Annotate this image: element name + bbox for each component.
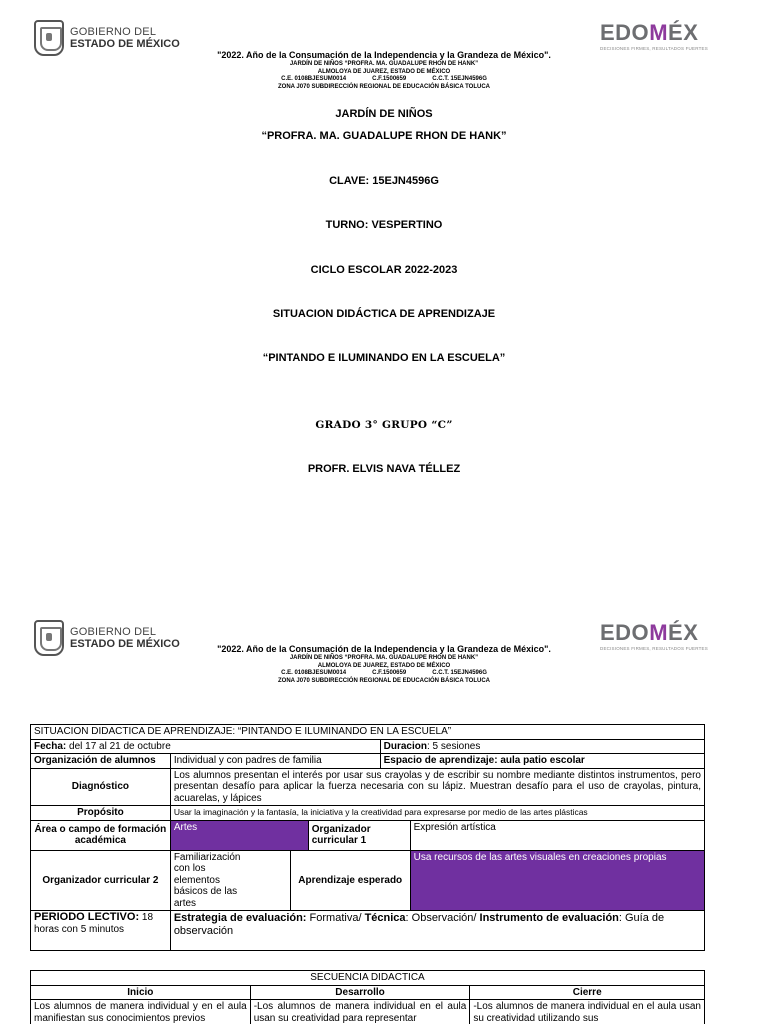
- desarrollo-cell: -Los alumnos de manera individual en el aula usan su creatividad para representar: [250, 1000, 470, 1024]
- gov-line1: GOBIERNO DEL: [70, 25, 157, 38]
- cover-school-name: “PROFRA. MA. GUADALUPE RHON DE HANK”: [261, 130, 507, 142]
- instrumento-label: Instrumento de evaluación: [479, 912, 619, 924]
- periodo-value: 18 horas con 5 minutos: [34, 912, 154, 935]
- duracion-value: : 5 sesiones: [426, 740, 481, 752]
- estrategia-value: Formativa/: [306, 912, 365, 924]
- edomex-m: M: [649, 20, 669, 45]
- letterhead: [0, 50, 768, 91]
- ce-code: C.E. 0108BJESUM0014: [281, 670, 347, 676]
- tecnica-label: Técnica: [364, 912, 406, 924]
- header-desarrollo: Desarrollo: [250, 985, 470, 1000]
- cover-ciclo: CICLO ESCOLAR 2022-2023: [310, 264, 458, 276]
- aprend-value: Usa recursos de las artes visuales en creaciones propias: [410, 850, 704, 911]
- cct-code: C.C.T. 15EJN4596G: [432, 76, 487, 82]
- cover-titulo: “PINTANDO E ILUMINANDO EN LA ESCUELA”: [262, 352, 506, 364]
- area-value: Artes: [170, 820, 308, 850]
- codes-line: [0, 670, 768, 678]
- cover-kinder: JARDÍN DE NIÑOS: [335, 108, 433, 120]
- org-label: Organización de alumnos: [31, 754, 171, 769]
- gov-line2: ESTADO DE MÉXICO: [70, 37, 180, 50]
- instrumento-value: : Guía de observación: [173, 912, 665, 937]
- planning-page: [0, 600, 768, 1024]
- diag-value: Los alumnos presentan el interés por usar sus crayolas y de escribir su nombre mediante distintos instrumentos, pero presentan desafío para aplicar la fuerza necesaria con su lápiz. Muestran desafío para el uso de crayolas, pintura, acuarelas, y lápices: [170, 768, 704, 806]
- secuencia-title: SECUENCIA DIDACTICA: [31, 971, 705, 986]
- org1-value: Expresión artística: [410, 820, 704, 850]
- fecha-value: del 17 al 21 de octubre: [66, 740, 171, 752]
- letterhead: [0, 644, 768, 685]
- aprend-label: Aprendizaje esperado: [290, 850, 410, 911]
- location-line: ALMOLOYA DE JUAREZ, ESTADO DE MÉXICO: [317, 662, 451, 669]
- secuencia-table: [30, 970, 705, 1024]
- cf-code: C.F.1500659: [372, 76, 407, 82]
- secuencia-header-row: [31, 985, 705, 1000]
- org-value: Individual y con padres de familia: [170, 754, 380, 769]
- org2-value: Familiarización con los elementos básicos de las artes: [170, 850, 290, 911]
- ce-code: C.E. 0108BJESUM0014: [281, 76, 347, 82]
- diag-label: Diagnóstico: [31, 768, 171, 806]
- header-inicio: Inicio: [31, 985, 251, 1000]
- school-line: JARDÍN DE NIÑOS “PROFRA. MA. GUADALUPE RHON DE HANK”: [289, 61, 479, 67]
- zone-line: ZONA J070 SUBDIRECCIÓN REGIONAL DE EDUCACIÓN BÁSICA TOLUCA: [277, 677, 491, 684]
- cierre-cell: -Los alumnos de manera individual en el aula usan su creatividad utilizando sus: [470, 1000, 705, 1024]
- school-line: JARDÍN DE NIÑOS “PROFRA. MA. GUADALUPE RHON DE HANK”: [289, 655, 479, 661]
- proposito-row: [31, 806, 705, 821]
- diagnostico-row: [31, 768, 705, 806]
- cct-code: C.C.T. 15EJN4596G: [432, 670, 487, 676]
- location-line: ALMOLOYA DE JUAREZ, ESTADO DE MÉXICO: [317, 68, 451, 75]
- edomex-left: EDO: [600, 620, 650, 645]
- duracion-label: Duracion: [383, 740, 427, 752]
- tecnica-value: : Observación/: [405, 912, 480, 924]
- area-label: Área o campo de formación académica: [31, 820, 171, 850]
- organizacion-row: [31, 754, 705, 769]
- edomex-left: EDO: [600, 20, 650, 45]
- fecha-cell: [31, 739, 381, 754]
- cover-grado: GRADO 3° GRUPO “C”: [315, 419, 453, 431]
- cover-situacion: SITUACION DIDÁCTICA DE APRENDIZAJE: [272, 308, 496, 320]
- planning-form-table: [30, 724, 705, 951]
- prop-label: Propósito: [31, 806, 171, 821]
- organizador2-row: [31, 850, 705, 911]
- org1-label: Organizador curricular 1: [308, 820, 410, 850]
- motto: "2022. Año de la Consumación de la Independencia y la Grandeza de México".: [217, 644, 551, 654]
- espacio-label: Espacio de aprendizaje: aula patio escolar: [380, 754, 704, 769]
- cover-profesor: PROFR. ELVIS NAVA TÉLLEZ: [307, 463, 461, 475]
- estrategia-label: Estrategia de evaluación:: [173, 912, 307, 924]
- edomex-tagline: DECISIONES FIRMES, RESULTADOS FUERTES: [600, 646, 708, 651]
- periodo-cell: [31, 911, 171, 951]
- edomex-right: ÉX: [668, 620, 699, 645]
- fecha-row: [31, 739, 705, 754]
- area-row: [31, 820, 705, 850]
- org2-label: Organizador curricular 2: [31, 850, 171, 911]
- form-title: SITUACION DIDACTICA DE APRENDIZAJE: “PINTANDO E ILUMINANDO EN LA ESCUELA”: [31, 725, 705, 740]
- zone-line: ZONA J070 SUBDIRECCIÓN REGIONAL DE EDUCACIÓN BÁSICA TOLUCA: [277, 83, 491, 90]
- table-row: [31, 1000, 705, 1024]
- motto: "2022. Año de la Consumación de la Independencia y la Grandeza de México".: [217, 50, 551, 60]
- periodo-label: PERIODO LECTIVO:: [34, 911, 140, 923]
- secuencia-title-row: [31, 971, 705, 986]
- prop-value: Usar la imaginación y la fantasía, la iniciativa y la creatividad para expresarse por medio de las artes plásticas: [170, 806, 704, 821]
- fecha-label: Fecha:: [34, 740, 67, 752]
- inicio-cell: Los alumnos de manera individual y en el aula manifiestan sus conocimientos previos: [31, 1000, 251, 1024]
- duracion-cell: [380, 739, 704, 754]
- cover-clave: CLAVE: 15EJN4596G: [329, 175, 439, 187]
- edomex-m: M: [649, 620, 669, 645]
- form-title-row: [31, 725, 705, 740]
- cover-turno: TURNO: VESPERTINO: [325, 219, 443, 231]
- cf-code: C.F.1500659: [372, 670, 407, 676]
- gov-line1: GOBIERNO DEL: [70, 625, 157, 638]
- evaluacion-cell: [170, 911, 704, 951]
- edomex-right: ÉX: [668, 20, 699, 45]
- codes-line: [0, 76, 768, 84]
- header-cierre: Cierre: [470, 985, 705, 1000]
- edomex-tagline: DECISIONES FIRMES, RESULTADOS FUERTES: [600, 46, 708, 51]
- periodo-row: [31, 911, 705, 951]
- gov-line2: ESTADO DE MÉXICO: [70, 637, 180, 650]
